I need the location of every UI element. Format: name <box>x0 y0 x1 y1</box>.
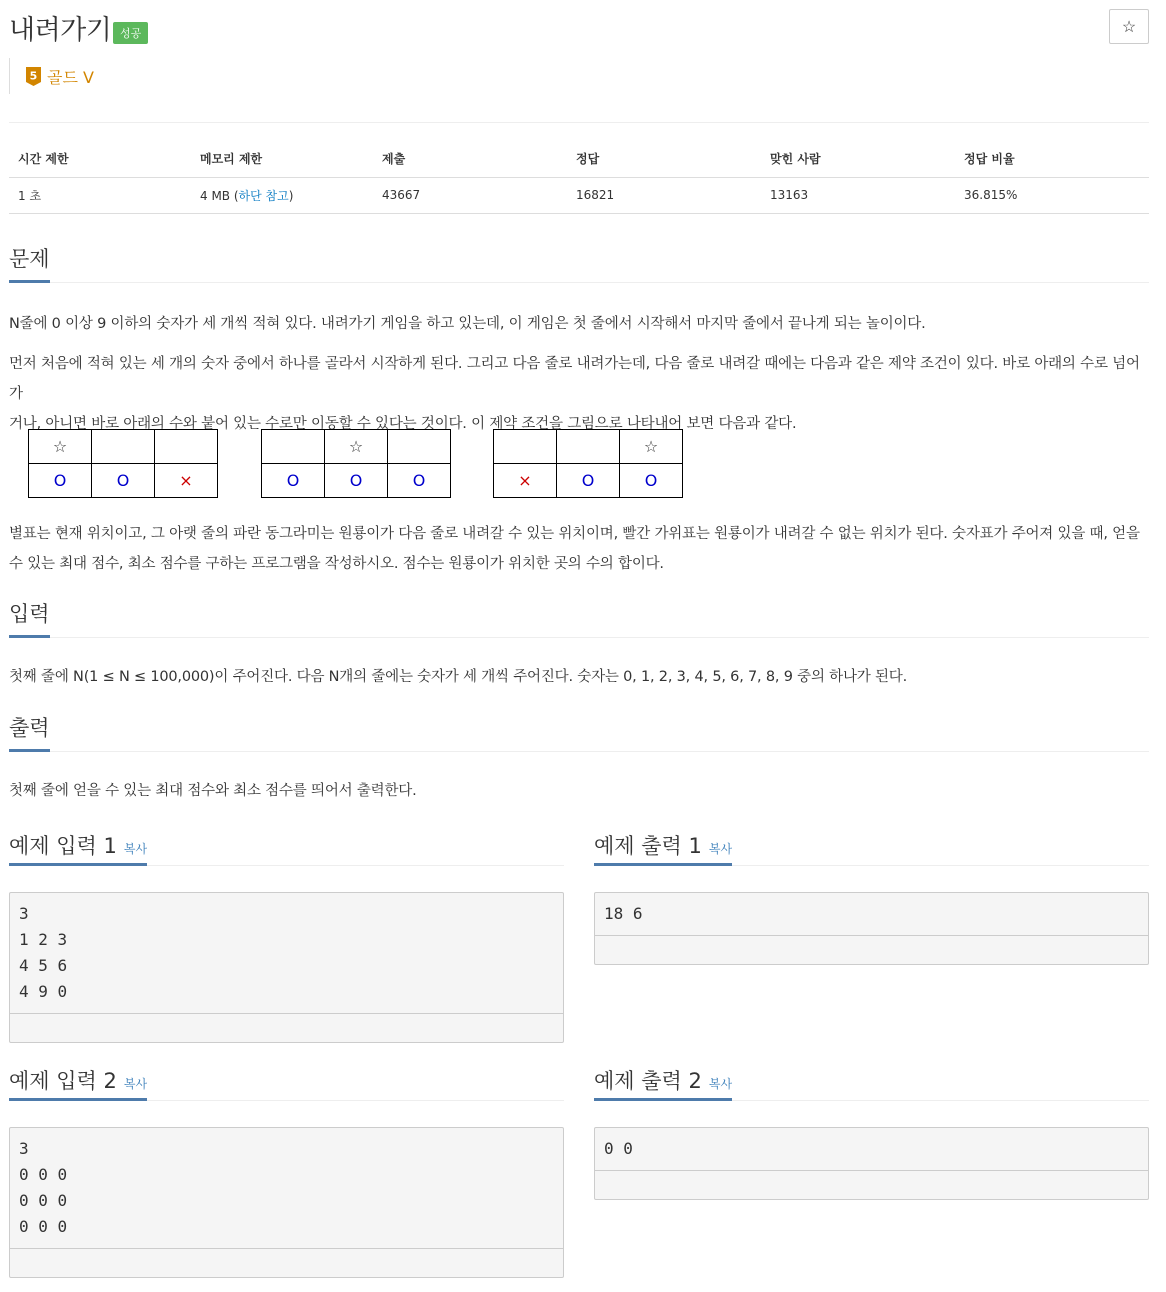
copy-button[interactable]: 복사 <box>708 842 733 856</box>
figure-cell: ☆ <box>620 430 683 464</box>
table-row <box>9 177 1149 213</box>
figure-cell <box>388 430 451 464</box>
output-description: 첫째 줄에 얻을 수 있는 최대 점수와 최소 점수를 띄어서 출력한다. <box>9 783 417 799</box>
figure-cell: ☆ <box>29 430 92 464</box>
memory-note-link[interactable]: 하단 참고 <box>238 188 289 203</box>
figure-cell: × <box>155 464 218 498</box>
figure-cell: O <box>29 464 92 498</box>
sample-input-2-box[interactable] <box>9 1127 564 1278</box>
problem-paragraph-3: 별표는 현재 위치이고, 그 아랫 줄의 파란 동그라미는 원룡이가 다음 줄로 내려갈 수 있는 위치이며, 빨간 가위표는 원룡이가 내려갈 수 없는 위치가 된다. 숫자표가 주어져 있을 때, 얻을 수 있는 최대 점수, 최소 점수를 구하는 프로그램을 작성하시오. 점수는 원룡이가 위치한 곳의 수의 합이다. <box>9 526 1140 572</box>
figure-cell <box>92 430 155 464</box>
problem-paragraph-2: 먼저 처음에 적혀 있는 세 개의 숫자 중에서 하나를 골라서 시작하게 된다. 그리고 다음 줄로 내려가는데, 다음 줄로 내려갈 때에는 다음과 같은 제약 조건이 있다. 바로 아래의 수로 넘어가 거나, 아니면 바로 아래의 수와 붙어 있는 수로만 이동할 수 있다는 것이다. 이 제약 조건을 그림으로 나타내어 보면 다음과 같다. <box>9 356 1140 432</box>
input-description: 첫째 줄에 N(1 ≤ N ≤ 100,000)이 주어진다. 다음 N개의 줄에는 숫자가 세 개씩 주어진다. 숫자는 0, 1, 2, 3, 4, 5, 6, 7, 8, 9 중의 하나가 된다. <box>9 669 908 685</box>
time-limit-value: 1 초 <box>9 177 191 213</box>
sample-input-1-heading: 예제 입력 1 복사 <box>9 830 147 866</box>
sample-output-1-text[interactable]: 18 6 <box>595 893 1148 936</box>
figure-cell: O <box>325 464 388 498</box>
sample-output-1-heading-row <box>594 830 1149 866</box>
figure-cell <box>155 430 218 464</box>
copy-button[interactable]: 복사 <box>708 1077 733 1091</box>
header-solved-users: 맞힌 사람 <box>761 140 955 177</box>
favorite-star-button[interactable] <box>1109 9 1149 44</box>
figure-cell: O <box>620 464 683 498</box>
solved-users-value: 13163 <box>761 177 955 213</box>
sample-input-2-heading: 예제 입력 2 복사 <box>9 1065 147 1101</box>
sample-box-footer <box>595 1171 1148 1199</box>
problem-paragraph-1: N줄에 0 이상 9 이하의 숫자가 세 개씩 적혀 있다. 내려가기 게임을 하고 있는데, 이 게임은 첫 줄에서 시작해서 마지막 줄에서 끝나게 되는 놀이이다. <box>9 316 926 332</box>
movement-figure-right <box>493 429 683 498</box>
header-accepted: 정답 <box>567 140 761 177</box>
sample-output-2-heading: 예제 출력 2 복사 <box>594 1065 732 1101</box>
sample-input-2 <box>9 1065 564 1236</box>
figure-cell: O <box>388 464 451 498</box>
sample-input-2-heading-row <box>9 1065 564 1101</box>
figure-cell <box>557 430 620 464</box>
sample-input-1-heading-row <box>9 830 564 866</box>
input-heading-row <box>9 598 1149 638</box>
sample-box-footer <box>10 1014 563 1042</box>
movement-figure-middle <box>261 429 451 498</box>
memory-limit-value: 4 MB (하단 참고) <box>191 177 373 213</box>
output-heading: 출력 <box>9 712 50 752</box>
input-heading: 입력 <box>9 598 50 638</box>
header-accept-rate: 정답 비율 <box>955 140 1149 177</box>
figure-cell: O <box>557 464 620 498</box>
sample-input-2-text[interactable]: 3 0 0 0 0 0 0 0 0 0 <box>10 1128 563 1249</box>
movement-figure-left <box>28 429 218 498</box>
sample-output-2-text[interactable]: 0 0 <box>595 1128 1148 1171</box>
input-section <box>9 598 1149 692</box>
problem-title: 내려가기 <box>9 15 112 46</box>
tier-row <box>9 58 94 94</box>
title-row <box>9 0 1149 56</box>
sample-output-2-box[interactable] <box>594 1127 1149 1200</box>
sample-output-2 <box>594 1065 1149 1158</box>
star-icon: ☆ <box>1121 18 1137 36</box>
header-time-limit: 시간 제한 <box>9 140 191 177</box>
result-badge: 성공 <box>113 22 148 44</box>
sample-input-1 <box>9 830 564 1001</box>
figure-cell <box>262 430 325 464</box>
figure-cell <box>494 430 557 464</box>
figure-cell: ☆ <box>325 430 388 464</box>
sample-input-1-box[interactable] <box>9 892 564 1043</box>
sample-box-footer <box>595 936 1148 964</box>
figure-cell: × <box>494 464 557 498</box>
header-memory-limit: 메모리 제한 <box>191 140 373 177</box>
tier-number: 5 <box>29 69 38 82</box>
sample-output-2-heading-row <box>594 1065 1149 1101</box>
problem-heading: 문제 <box>9 243 50 283</box>
gold-tier-icon <box>26 67 41 86</box>
problem-section <box>9 243 1149 439</box>
problem-info-table <box>9 140 1149 214</box>
submissions-value: 43667 <box>373 177 567 213</box>
accept-rate-value: 36.815% <box>955 177 1149 213</box>
sample-box-footer <box>10 1249 563 1277</box>
output-heading-row <box>9 712 1149 752</box>
header-submissions: 제출 <box>373 140 567 177</box>
sample-input-1-text[interactable]: 3 1 2 3 4 5 6 4 9 0 <box>10 893 563 1014</box>
copy-button[interactable]: 복사 <box>123 842 148 856</box>
sample-output-1 <box>594 830 1149 923</box>
sample-output-1-heading: 예제 출력 1 복사 <box>594 830 732 866</box>
copy-button[interactable]: 복사 <box>123 1077 148 1091</box>
tier-label[interactable]: 골드 V <box>47 67 94 87</box>
problem-heading-row <box>9 243 1149 283</box>
figure-cell: O <box>92 464 155 498</box>
divider <box>9 122 1149 123</box>
accepted-value: 16821 <box>567 177 761 213</box>
figure-cell: O <box>262 464 325 498</box>
sample-output-1-box[interactable] <box>594 892 1149 965</box>
output-section <box>9 712 1149 806</box>
